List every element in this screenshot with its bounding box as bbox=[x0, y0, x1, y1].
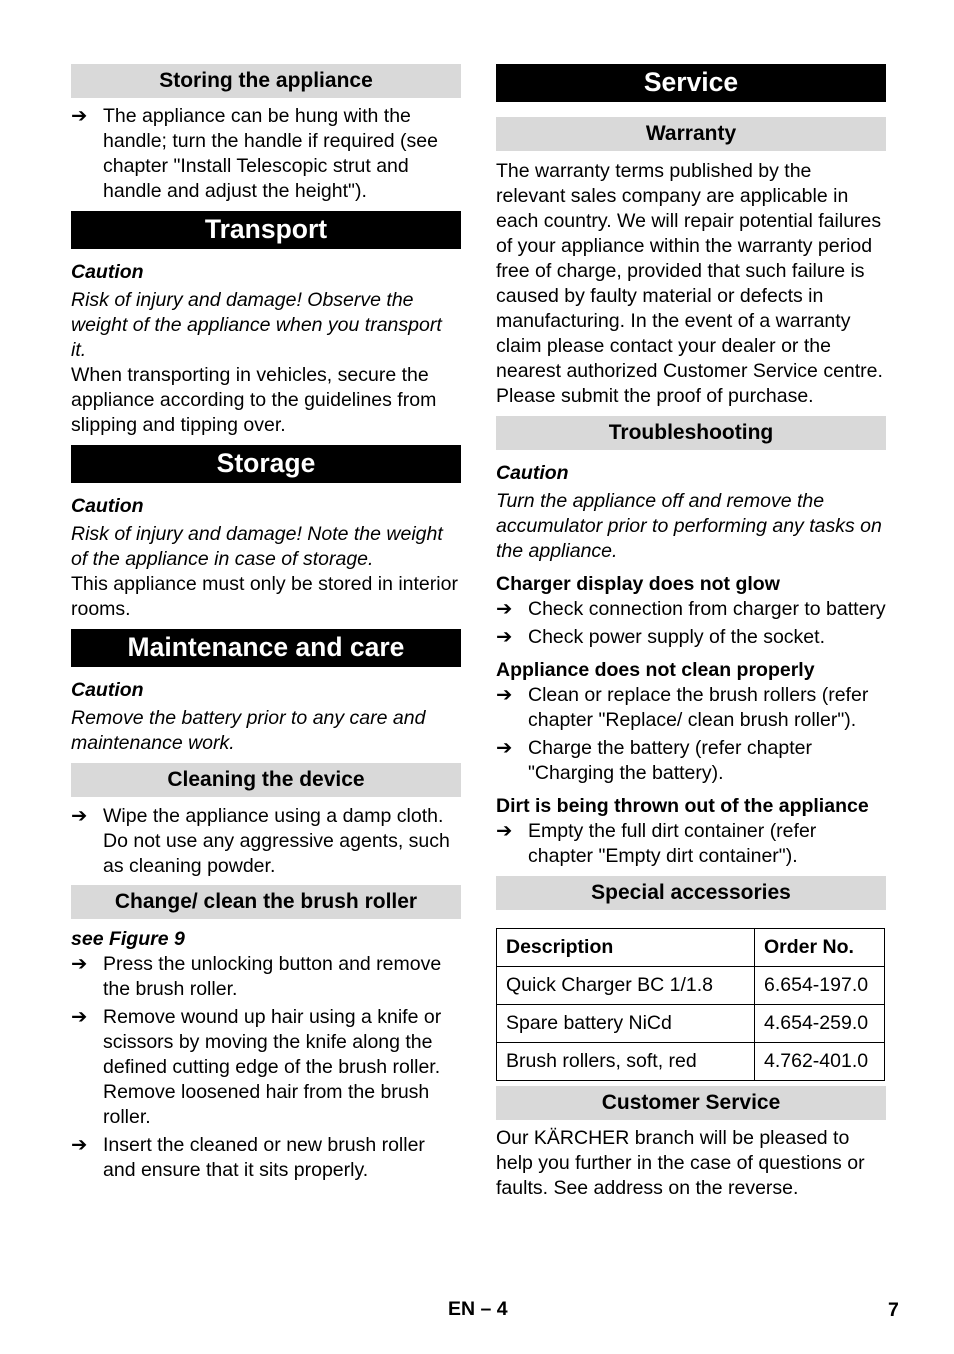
trouble-title: Appliance does not clean properly bbox=[496, 659, 815, 681]
trouble-list bbox=[496, 683, 886, 786]
section-heading-customer-service: Customer Service bbox=[496, 1086, 886, 1120]
accessories-table bbox=[496, 928, 885, 1081]
list-item: ➔ Insert the cleaned or new brush roller and ensure that it sits properly. bbox=[71, 1134, 425, 1181]
right-column bbox=[496, 64, 886, 1201]
list-item: ➔ Empty the full dirt container (refer chapter "Empty dirt container"). bbox=[496, 820, 817, 867]
brush-list bbox=[71, 952, 461, 1183]
main-heading-transport: Transport bbox=[71, 211, 461, 249]
main-heading-maintenance: Maintenance and care bbox=[71, 629, 461, 667]
page-number: 7 bbox=[888, 1299, 899, 1321]
section-heading-accessories: Special accessories bbox=[496, 876, 886, 910]
arrow-right-icon: ➔ bbox=[496, 684, 513, 706]
list-item: ➔ Clean or replace the brush rollers (refer chapter "Replace/ clean brush roller"). bbox=[496, 684, 869, 731]
arrow-right-icon: ➔ bbox=[496, 626, 513, 648]
section-heading-cleaning: Cleaning the device bbox=[71, 763, 461, 797]
arrow-right-icon: ➔ bbox=[71, 1134, 88, 1156]
paragraph: This appliance must only be stored in interior rooms. bbox=[71, 573, 458, 620]
table-row bbox=[497, 1005, 885, 1043]
table-cell: 4.654-259.0 bbox=[755, 1005, 885, 1043]
main-heading-storage: Storage bbox=[71, 445, 461, 483]
section-heading-troubleshooting: Troubleshooting bbox=[496, 416, 886, 450]
cleaning-list bbox=[71, 804, 461, 879]
arrow-right-icon: ➔ bbox=[71, 105, 88, 127]
table-row bbox=[497, 1043, 885, 1081]
list-item: ➔ Charge the battery (refer chapter "Charging the battery). bbox=[496, 737, 812, 784]
caution-label: Caution bbox=[71, 495, 144, 517]
column-header-description: Description bbox=[497, 929, 755, 967]
caution-label: Caution bbox=[71, 679, 144, 701]
paragraph: When transporting in vehicles, secure the appliance according to the guidelines from slipping and tipping over. bbox=[71, 364, 437, 436]
left-column bbox=[71, 64, 461, 1186]
main-heading-service: Service bbox=[496, 64, 886, 102]
caution-text: Turn the appliance off and remove the accumulator prior to performing any tasks on the appliance. bbox=[496, 490, 882, 562]
caution-text: Remove the battery prior to any care and maintenance work. bbox=[71, 707, 426, 754]
arrow-right-icon: ➔ bbox=[71, 953, 88, 975]
trouble-title: Charger display does not glow bbox=[496, 573, 780, 595]
trouble-list bbox=[496, 597, 886, 650]
arrow-right-icon: ➔ bbox=[496, 598, 513, 620]
footer-language-page: EN – 4 bbox=[448, 1298, 508, 1320]
caution-label: Caution bbox=[71, 261, 144, 283]
arrow-right-icon: ➔ bbox=[71, 805, 88, 827]
table-header-row bbox=[497, 929, 885, 967]
caution-text: Risk of injury and damage! Observe the weight of the appliance when you transport it. bbox=[71, 289, 442, 361]
table-cell: Quick Charger BC 1/1.8 bbox=[497, 967, 755, 1005]
arrow-right-icon: ➔ bbox=[496, 737, 513, 759]
arrow-right-icon: ➔ bbox=[496, 820, 513, 842]
list-item: ➔ Wipe the appliance using a damp cloth. Do not use any aggressive agents, such as cleaning powder. bbox=[71, 805, 450, 877]
list-item: ➔ The appliance can be hung with the handle; turn the handle if required (see chapter "Install Telescopic strut and handle and adjust the height"). bbox=[71, 105, 438, 202]
list-item: ➔ Remove wound up hair using a knife or scissors by moving the knife along the defined cutting edge of the brush roller. Remove loosened hair from the brush roller. bbox=[71, 1006, 442, 1128]
column-header-order-no: Order No. bbox=[755, 929, 885, 967]
customer-service-text: Our KÄRCHER branch will be pleased to help you further in the case of questions or faults. See address on the reverse. bbox=[496, 1127, 865, 1199]
trouble-list bbox=[496, 819, 886, 869]
table-row bbox=[497, 967, 885, 1005]
table-cell: 6.654-197.0 bbox=[755, 967, 885, 1005]
storing-list bbox=[71, 104, 461, 204]
caution-text: Risk of injury and damage! Note the weight of the appliance in case of storage. bbox=[71, 523, 443, 570]
list-item: ➔ Check connection from charger to battery bbox=[496, 598, 886, 620]
section-heading-warranty: Warranty bbox=[496, 117, 886, 151]
warranty-text: The warranty terms published by the relevant sales company are applicable in each country. We will repair potential failures of your appliance within the warranty period free of charge, provided that such failure is caused by faulty material or defects in manufacturing. In the event of a warranty claim please contact your dealer or the nearest authorized Customer Service centre. Please submit the proof of purchase. bbox=[496, 160, 883, 407]
table-cell: 4.762-401.0 bbox=[755, 1043, 885, 1081]
figure-reference: see Figure 9 bbox=[71, 928, 185, 950]
list-item: ➔ Press the unlocking button and remove the brush roller. bbox=[71, 953, 442, 1000]
arrow-right-icon: ➔ bbox=[71, 1006, 88, 1028]
section-heading-storing: Storing the appliance bbox=[71, 64, 461, 98]
section-heading-brush-roller: Change/ clean the brush roller bbox=[71, 885, 461, 919]
trouble-title: Dirt is being thrown out of the appliance bbox=[496, 795, 869, 817]
table-cell: Brush rollers, soft, red bbox=[497, 1043, 755, 1081]
list-item: ➔ Check power supply of the socket. bbox=[496, 626, 825, 648]
caution-label: Caution bbox=[496, 462, 569, 484]
table-cell: Spare battery NiCd bbox=[497, 1005, 755, 1043]
